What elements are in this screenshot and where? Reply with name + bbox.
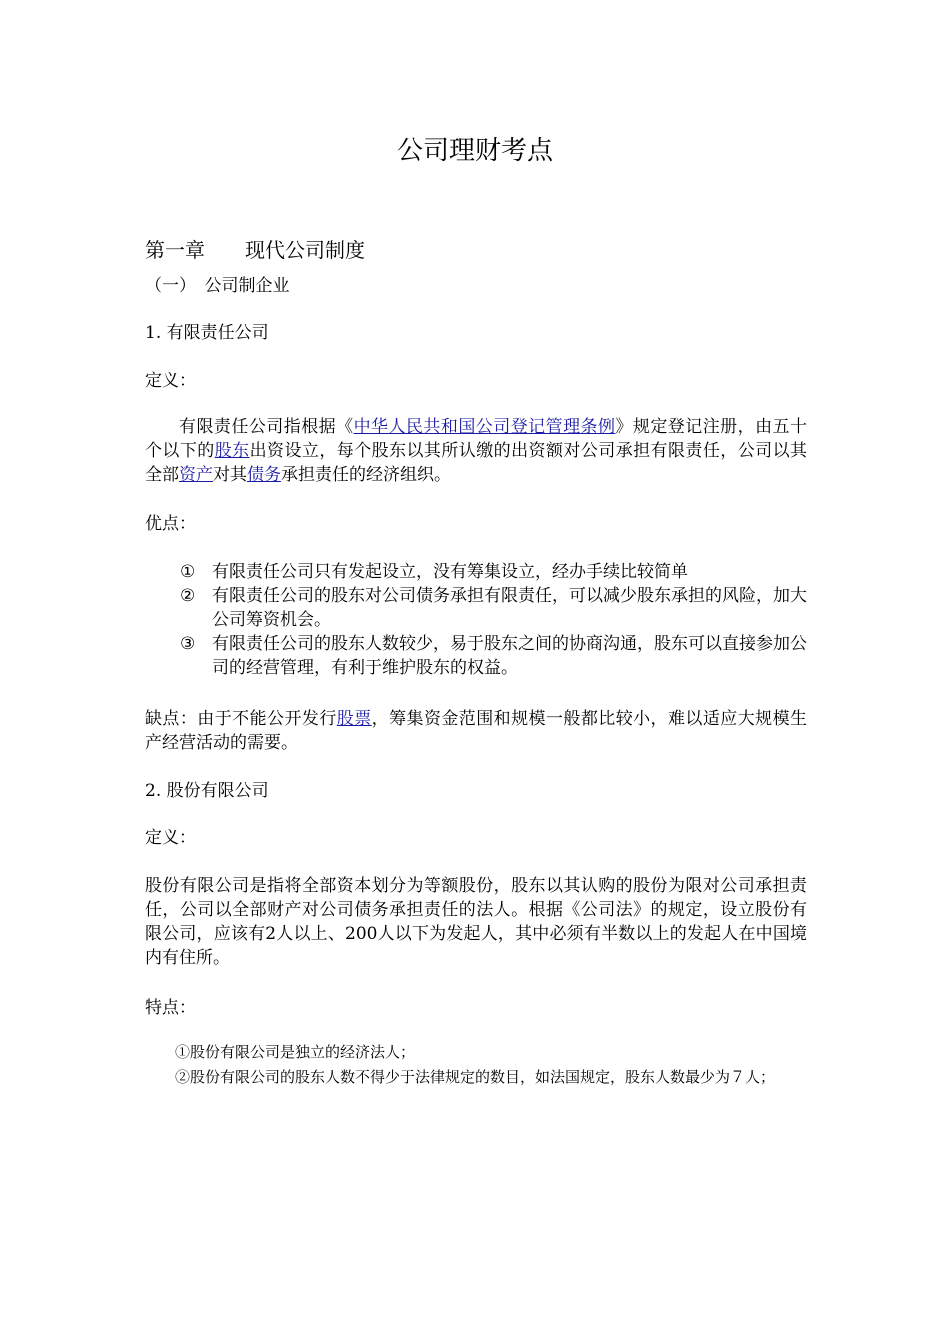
subsection-heading-1: 1. 有限责任公司 bbox=[145, 323, 269, 343]
text-run: 》规定登记注册，由五十个以下的 bbox=[145, 417, 808, 461]
text-run: 对其 bbox=[213, 465, 247, 485]
document-title: 公司理财考点 bbox=[396, 136, 553, 166]
list-item bbox=[180, 560, 807, 584]
feature-item-2: ②股份有限公司的股东人数不得少于法律规定的数目，如法国规定，股东人数最少为７人； bbox=[175, 1068, 776, 1086]
definition-paragraph-2: 股份有限公司是指将全部资本划分为等额股份，股东以其认购的股份为限对公司承担责任，公司以全部财产对公司债务承担责任的法人。根据《公司法》的规定，设立股份有限公司，应该有2人以上、200人以下为发起人，其中必须有半数以上的发起人在中国境内有住所。 bbox=[145, 876, 807, 968]
features-label: 特点： bbox=[145, 998, 196, 1018]
text-run: 承担责任的经济组织。 bbox=[281, 465, 451, 485]
advantages-list bbox=[180, 560, 807, 680]
link-debt[interactable]: 债务 bbox=[247, 465, 281, 485]
text-run: 出资设立，每个股东以其所认缴的出资额对公司承担有限责任，公司以其全部 bbox=[145, 441, 808, 485]
item-text: 有限责任公司只有发起设立，没有筹集设立，经办手续比较简单 bbox=[212, 562, 688, 582]
text-run: 有限责任公司指根据《 bbox=[179, 417, 354, 437]
item-number: ③ bbox=[180, 634, 196, 654]
chapter-heading: 第一章 现代公司制度 bbox=[145, 238, 365, 262]
text-run: 缺点：由于不能公开发行 bbox=[145, 709, 337, 729]
disadvantages-paragraph bbox=[145, 707, 807, 755]
definition-paragraph-1 bbox=[145, 415, 807, 487]
link-stock[interactable]: 股票 bbox=[336, 709, 372, 729]
list-item bbox=[180, 632, 807, 680]
section-heading: （一） 公司制企业 bbox=[145, 276, 290, 296]
item-text: 有限责任公司的股东对公司债务承担有限责任，可以减少股东承担的风险，加大公司筹资机会。 bbox=[212, 586, 807, 630]
definition-label-1: 定义： bbox=[145, 371, 196, 391]
definition-label-2: 定义： bbox=[145, 828, 196, 848]
subsection-heading-2: 2. 股份有限公司 bbox=[145, 781, 269, 801]
feature-item-1: ①股份有限公司是独立的经济法人； bbox=[175, 1043, 416, 1061]
advantages-label: 优点： bbox=[145, 514, 196, 534]
link-company-registration-regulations[interactable]: 中华人民共和国公司登记管理条例 bbox=[353, 417, 616, 437]
item-number: ② bbox=[180, 586, 196, 606]
text-run: ，筹集资金范围和规模一般都比较小，难以适应大规模生产经营活动的需要。 bbox=[145, 709, 808, 753]
list-item bbox=[180, 584, 807, 632]
item-text: 有限责任公司的股东人数较少，易于股东之间的协商沟通，股东可以直接参加公司的经营管理，有利于维护股东的权益。 bbox=[212, 634, 807, 678]
link-shareholder[interactable]: 股东 bbox=[214, 441, 250, 461]
item-number: ① bbox=[180, 562, 196, 582]
link-assets[interactable]: 资产 bbox=[179, 465, 213, 485]
